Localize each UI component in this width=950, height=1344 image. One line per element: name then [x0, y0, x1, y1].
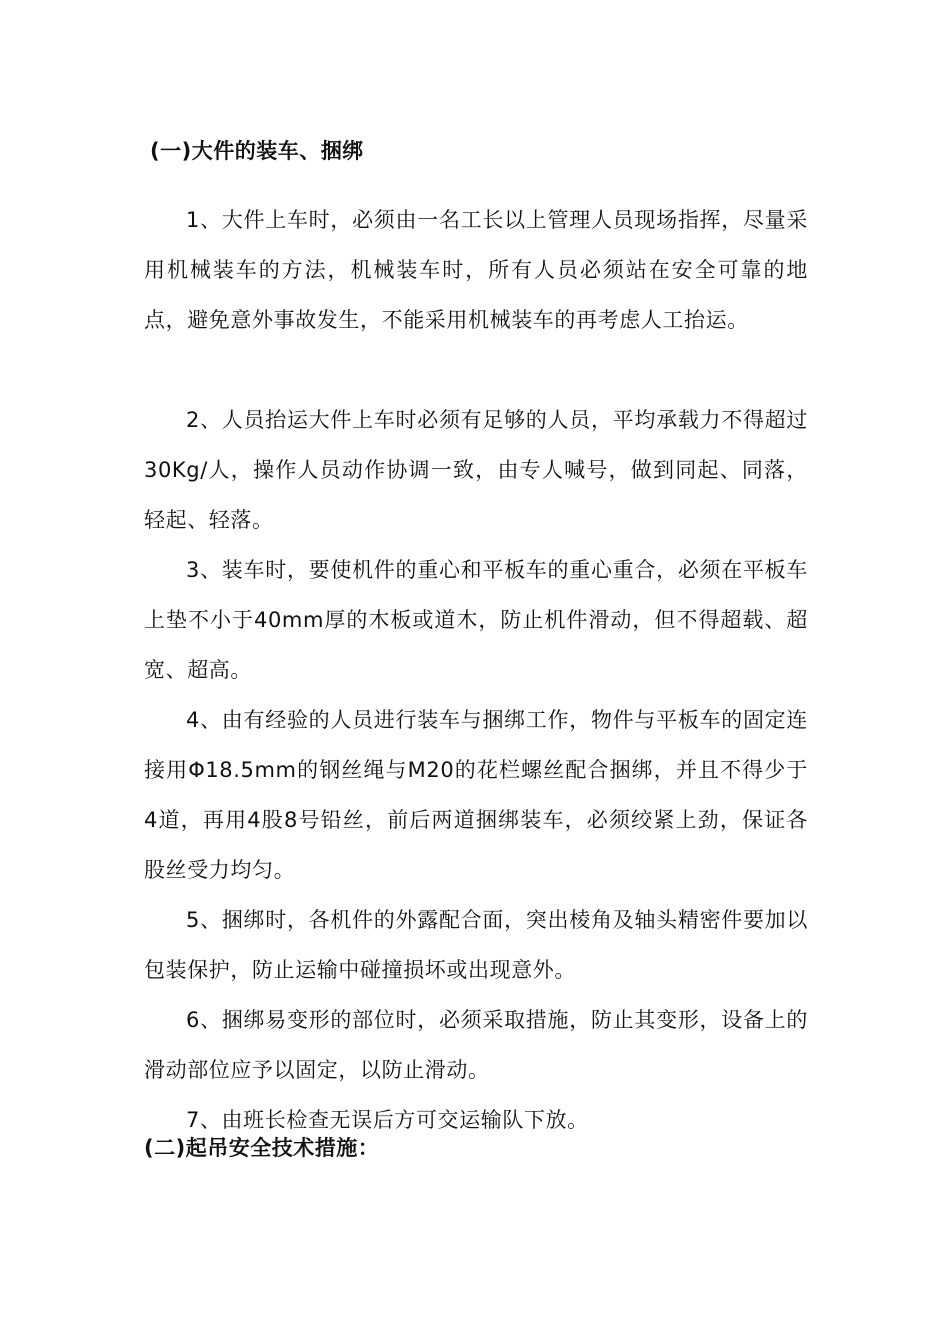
section-heading-2: (二)起吊安全技术措施：: [144, 1136, 380, 1160]
paragraph-6: 6、捆绑易变形的部位时，必须采取措施，防止其变形，设备上的滑动部位应予以固定，以防止滑动。: [144, 1008, 808, 1082]
paragraph-5: 5、捆绑时，各机件的外露配合面，突出棱角及轴头精密件要加以包装保护，防止运输中碰撞损坏或出现意外。: [144, 908, 808, 982]
paragraph-3: 3、装车时，要使机件的重心和平板车的重心重合，必须在平板车上垫不小于40mm厚的木板或道木，防止机件滑动，但不得超载、超宽、超高。: [144, 558, 808, 682]
paragraph-7: 7、由班长检查无误后方可交运输队下放。: [186, 1108, 589, 1132]
paragraph-4: 4、由有经验的人员进行装车与捆绑工作，物件与平板车的固定连接用Φ18.5mm的钢丝绳与M20的花栏螺丝配合捆绑，并且不得少于4道，再用4股8号铅丝，前后两道捆绑装车，必须绞紧上劲，保证各股丝受力均匀。: [144, 708, 808, 882]
paragraph-2: 2、人员抬运大件上车时必须有足够的人员，平均承载力不得超过30Kg/人，操作人员动作协调一致，由专人喊号，做到同起、同落，轻起、轻落。: [144, 408, 808, 532]
section-heading-1: (一)大件的装车、捆绑: [150, 139, 364, 163]
paragraph-1: 1、大件上车时，必须由一名工长以上管理人员现场指挥，尽量采用机械装车的方法，机械装车时，所有人员必须站在安全可靠的地点，避免意外事故发生，不能采用机械装车的再考虑人工抬运。: [144, 208, 808, 332]
